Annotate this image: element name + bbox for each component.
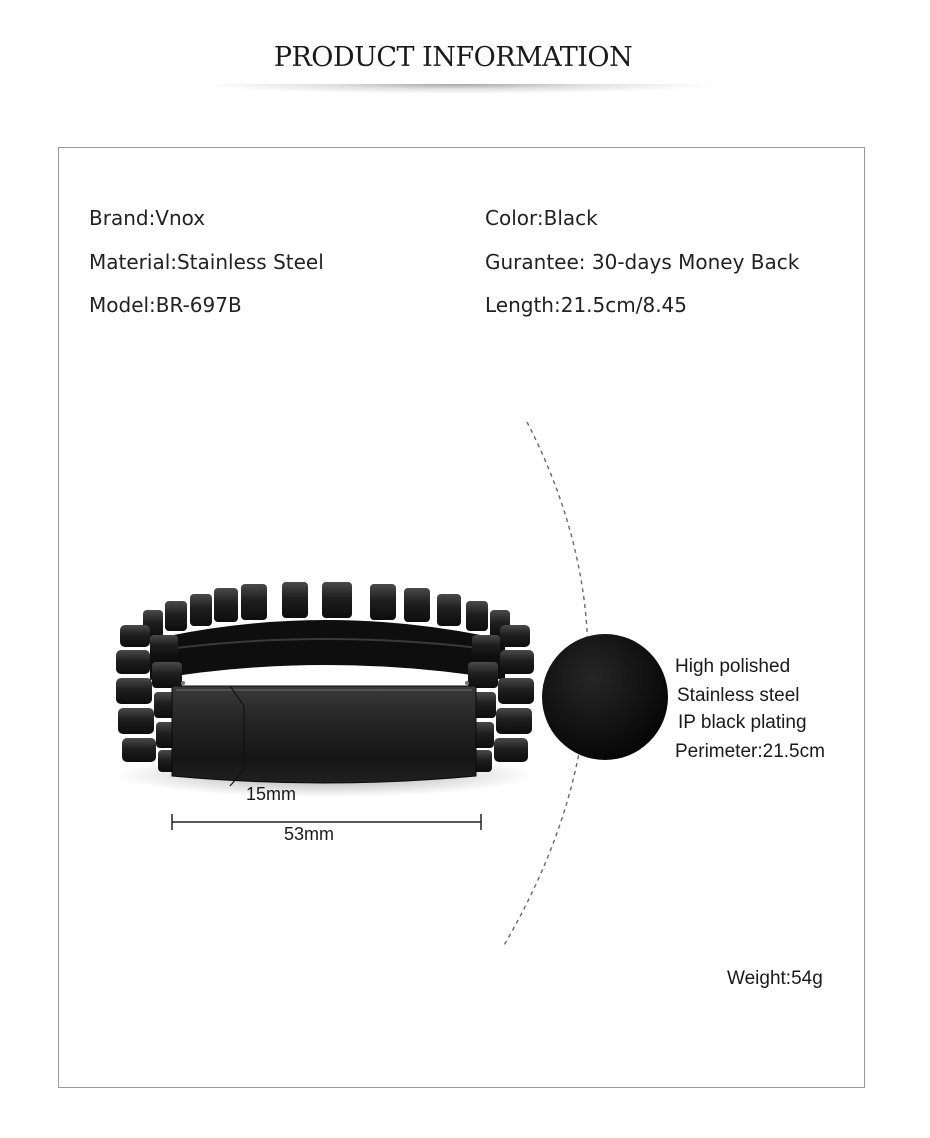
material-swatch <box>542 634 668 760</box>
spec-color: Color:Black <box>485 206 598 230</box>
callout-plating: IP black plating <box>678 712 807 733</box>
spec-length: Length:21.5cm/8.45 <box>485 293 688 317</box>
spec-material: Material:Stainless Steel <box>89 250 324 274</box>
spec-brand: Brand:Vnox <box>89 206 206 230</box>
page-title: PRODUCT INFORMATION <box>273 42 633 73</box>
height-label: 15mm <box>246 784 297 804</box>
bracelet-interior <box>150 620 505 680</box>
width-label: 53mm <box>284 824 335 844</box>
spec-guarantee: Gurantee: 30-days Money Back <box>485 250 800 274</box>
spec-model: Model:BR-697B <box>89 293 242 317</box>
weight-label: Weight:54g <box>727 968 823 989</box>
callout-perimeter: Perimeter:21.5cm <box>675 741 825 762</box>
bracelet-plate <box>172 686 476 783</box>
callout-material: Stainless steel <box>677 685 800 706</box>
callout-polished: High polished <box>675 656 791 677</box>
